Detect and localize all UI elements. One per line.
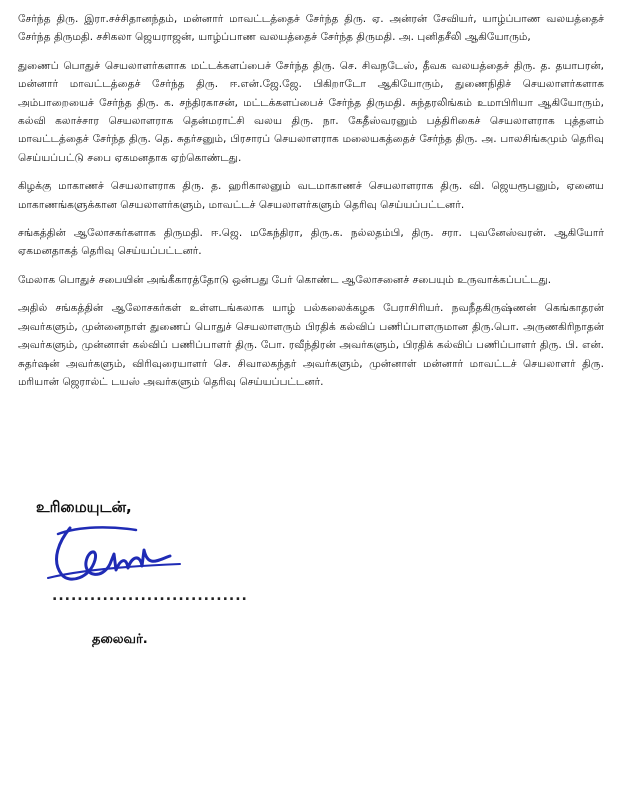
paragraph-3: கிழக்கு மாகாணச் செயலாளராக திரு. த. ஹரிகாலனும் வடமாகாணச் செயலாளராக திரு. வி. ஜெயரூபனும், ஏனைய மாகாணங்களுக்கான செயலாளர்களும், மாவட்டச் செயலாளர்களும் தெரிவு செய்யப்பட்டனர்.	[18, 180, 604, 211]
paragraph-2: துணைப் பொதுச் செயலாளர்களாக மட்டக்களப்பைச் சேர்ந்த திரு. செ. சிவநடேஸ், தீவக வலயத்தைச் திரு. த. தயாபரன், மன்னார் மாவட்டத்தைச் சேர்ந்த திரு. ஈ.என்.ஜே.ஜே. பிகிறாடோ ஆகியோரும், துணைநிதிச் செயலாளர்களாக அம்பாறையைச் சேர்ந்த திரு. க. சந்திரகாசன், மட்டக்களப்பைச் சேர்ந்த திருமதி. சுந்தரலிங்கம் உமாபிரியா ஆகியோரும், கல்வி கலாச்சார செயலாளராக தென்மராட்சி வலய திரு. நா. கேதீஸ்வரனும் பத்திரிகைச் செயலாளராக புத்தளம் மாவட்டத்தைச் சேர்ந்த திரு. தெ. சுதர்சனும், பிரசாரப் செயலாளராக மலையகத்தைச் சேர்ந்த திரு. அ. பாலசிங்கமும் தெரிவு செய்யப்பட்டு சபை ஏகமனதாக ஏற்கொண்டது.	[18, 59, 604, 164]
document-body	[18, 10, 604, 401]
paragraph-6: அதில் சங்கத்தின் ஆலோசகர்கள் உள்ளடங்கலாக யாழ் பல்கலைக்கழக பேராசிரியர். நவநீதகிருஷ்ணன் கெங்காதரன் அவர்களும், முன்னைநாள் துணைப் பொதுச் செயலாளரும் பிரதிக் கல்விப் பணிப்பாளருமான திரு.பொ. அருணகிரிநாதன் அவர்களும், முன்னாள் கல்விப் பணிப்பாளர் திரு. போ. ரவீந்திரன் அவர்களும், பிரதிக் கல்விப் பணிப்பாளர் திரு. பி. என். சுதர்ஷன் அவர்களும், விரிவுரையாளர் செ. சிவாலகந்தர் அவர்களும், முன்னாள் மன்னார் மாவட்டச் செயலாளர் திரு. மரியான் ஜெரால்ட் டயஸ் அவர்களும் தெரிவு செய்யப்பட்டனர்.	[18, 302, 604, 388]
closing-label: உரிமையுடன்,	[36, 498, 132, 516]
designation: தலைவர்.	[92, 632, 148, 647]
paragraph-1: சேர்ந்த திரு. இரா.சச்சிதானந்தம், மன்னார் மாவட்டத்தைச் சேர்ந்த திரு. ஏ. அன்ரன் சேவியர், யாழ்ப்பாண வலயத்தைச் சேர்ந்த திருமதி. சசிகலா ஜெயராஜன், யாழ்ப்பாண வலயத்தைச் சேர்ந்த திருமதி. அ. புனிதசீலி ஆகியோரும்,	[18, 13, 604, 44]
signature-line: ...............................	[52, 588, 248, 604]
paragraph-5: மேலாக பொதுச் சபையின் அங்கீகாரத்தோடு ஒன்பது பேர் கொண்ட ஆலோசனைச் சபையும் உருவாக்கப்பட்டது.	[18, 273, 552, 286]
paragraph-4: சங்கத்தின் ஆலோசகர்களாக திருமதி. ஈ.ஜெ. மகேந்திரா, திரு.க. நல்லதம்பி, திரு. சரா. புவனேஸ்வரன். ஆகியோர் ஏகமனதாகத் தெரிவு செய்யப்பட்டனர்.	[18, 227, 604, 258]
signature-scribble	[40, 520, 190, 590]
